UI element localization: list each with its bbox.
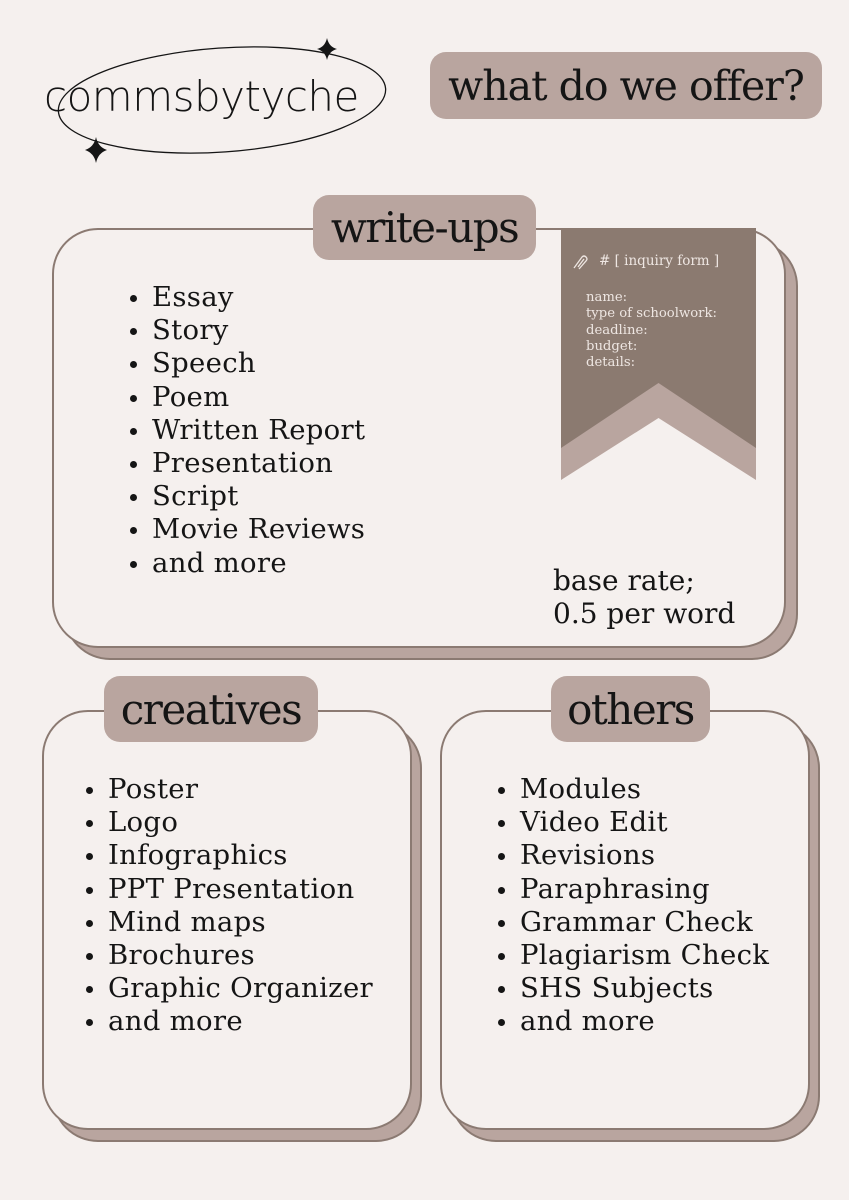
- list-item: Speech: [128, 347, 365, 380]
- page-title: what do we offer?: [448, 61, 804, 110]
- brand-name: commsbytyche: [44, 72, 359, 121]
- list-item: Poster: [84, 773, 373, 806]
- list-item: Poem: [128, 381, 365, 414]
- list-item: Movie Reviews: [128, 513, 365, 546]
- inquiry-field-label: budget:: [586, 338, 638, 354]
- writeups-list: [128, 281, 365, 580]
- paperclip-icon: [571, 254, 591, 270]
- list-item: and more: [128, 547, 365, 580]
- inquiry-form-ribbon: [561, 228, 756, 480]
- list-item: PPT Presentation: [84, 873, 373, 906]
- list-item: Infographics: [84, 839, 373, 872]
- brand-logo: [30, 30, 400, 180]
- creatives-section-title: creatives: [120, 684, 302, 734]
- base-rate-line: base rate;: [553, 564, 695, 597]
- list-item: Script: [128, 480, 365, 513]
- sparkle-icon: [85, 137, 107, 163]
- creatives-list: [84, 773, 373, 1039]
- list-item: Written Report: [128, 414, 365, 447]
- list-item: and more: [84, 1005, 373, 1038]
- list-item: Paraphrasing: [496, 873, 769, 906]
- list-item: Essay: [128, 281, 365, 314]
- list-item: Video Edit: [496, 806, 769, 839]
- others-section-pill: [551, 676, 710, 742]
- list-item: SHS Subjects: [496, 972, 769, 1005]
- inquiry-field-label: deadline:: [586, 322, 648, 338]
- inquiry-form-title: # [ inquiry form ]: [599, 253, 720, 269]
- base-rate-value: 0.5 per word: [553, 597, 736, 630]
- list-item: Graphic Organizer: [84, 972, 373, 1005]
- list-item: Story: [128, 314, 365, 347]
- list-item: Brochures: [84, 939, 373, 972]
- writeups-section-title: write-ups: [330, 203, 519, 252]
- list-item: Presentation: [128, 447, 365, 480]
- sparkle-icon: [317, 38, 337, 60]
- writeups-section-pill: [313, 195, 536, 260]
- inquiry-form-fields: [586, 290, 717, 371]
- list-item: Revisions: [496, 839, 769, 872]
- inquiry-field-label: details:: [586, 355, 636, 371]
- list-item: Logo: [84, 806, 373, 839]
- others-list: [496, 773, 769, 1039]
- list-item: Plagiarism Check: [496, 939, 769, 972]
- inquiry-field-label: name:: [586, 290, 628, 305]
- list-item: and more: [496, 1005, 769, 1038]
- list-item: Modules: [496, 773, 769, 806]
- inquiry-field-label: type of schoolwork:: [586, 306, 717, 322]
- list-item: Grammar Check: [496, 906, 769, 939]
- others-section-title: others: [567, 684, 694, 734]
- page-title-pill: [430, 52, 822, 119]
- creatives-section-pill: [104, 676, 318, 742]
- list-item: Mind maps: [84, 906, 373, 939]
- base-rate-text: [553, 564, 735, 630]
